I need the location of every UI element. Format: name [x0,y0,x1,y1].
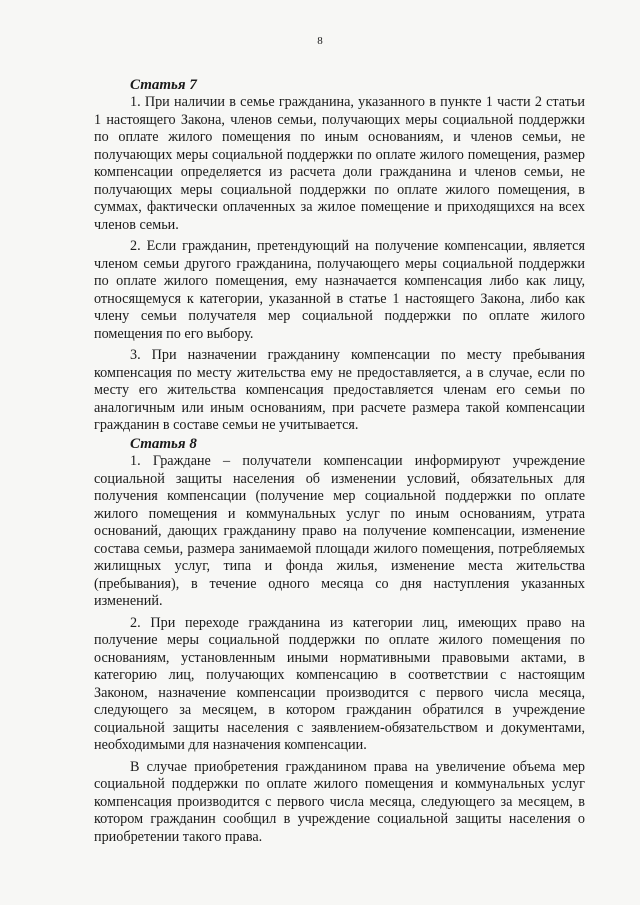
article-7 [94,76,585,439]
page-number: 8 [317,35,323,47]
article-7-paragraph-2: 2. Если гражданин, претендующий на получение компенсации, является членом семьи другого гражданина, получающего меры социальной поддержки по оплате жилого помещения, ему назначается компенсация либо как лицу, относящемуся к категории, указанной в статье 1 настоящего Закона, либо как члену семьи получателя мер социальной поддержки по оплате жилого помещения по его выбору. [94,238,585,342]
article-8-heading: Статья 8 [130,436,197,452]
article-8-paragraph-2: 2. При переходе гражданина из категории лиц, имеющих право на получение меры социальной поддержки по оплате жилого помещения по основаниям, установленным иными нормативными правовыми актами, в категорию лиц, получающих компенсацию в соответствии с настоящим Законом, назначение компенсации производится с первого числа месяца, следующего за месяцем, в котором гражданин обратился в учреждение социальной защиты населения с заявлением-обязательством и документами, необходимыми для назначения компенсации. [94,614,585,753]
article-8-paragraph-3: В случае приобретения гражданином права на увеличение объема мер социальной поддержки по оплате жилого помещения и коммунальных услуг компенсация производится с первого числа месяца, следующего за месяцем, в котором гражданин сообщил в учреждение социальной защиты населения о приобретении такого права. [94,758,585,845]
article-7-heading: Статья 7 [130,77,197,93]
article-8 [94,435,585,850]
article-7-paragraph-1: 1. При наличии в семье гражданина, указанного в пункте 1 части 2 статьи 1 настоящего Закона, членов семьи, получающих меры социальной поддержки по оплате жилого помещения по иным основаниям, и членов семьи, не получающих меры социальной поддержки по оплате жилого помещения, размер компенсации определяется из расчета доли гражданина и членов семьи, не получающих меры социальной поддержки по оплате жилого помещения, в суммах, фактически оплаченных за жилое помещение и приходящихся на всех членов семьи. [94,94,585,233]
article-8-paragraph-1: 1. Граждане – получатели компенсации информируют учреждение социальной защиты населения об изменении условий, обязательных для получения компенсации (получение мер социальной поддержки по оплате жилого помещения и коммунальных услуг по иным основаниям, утрата оснований, дающих гражданину право на получение компенсации, изменение состава семьи, размера занимаемой площади жилого помещения, потребляемых жилищных услуг, типа и фонда жилья, изменение места жительства (пребывания), в течение одного месяца со дня наступления указанных изменений. [94,453,585,609]
article-7-paragraph-3: 3. При назначении гражданину компенсации по месту пребывания компенсация по месту жительства ему не предоставляется, а в случае, если по месту его жительства компенсация предоставляется членам его семьи по аналогичным или иным основаниям, при расчете размера такой компенсации гражданин в составе семьи не учитывается. [94,347,585,433]
